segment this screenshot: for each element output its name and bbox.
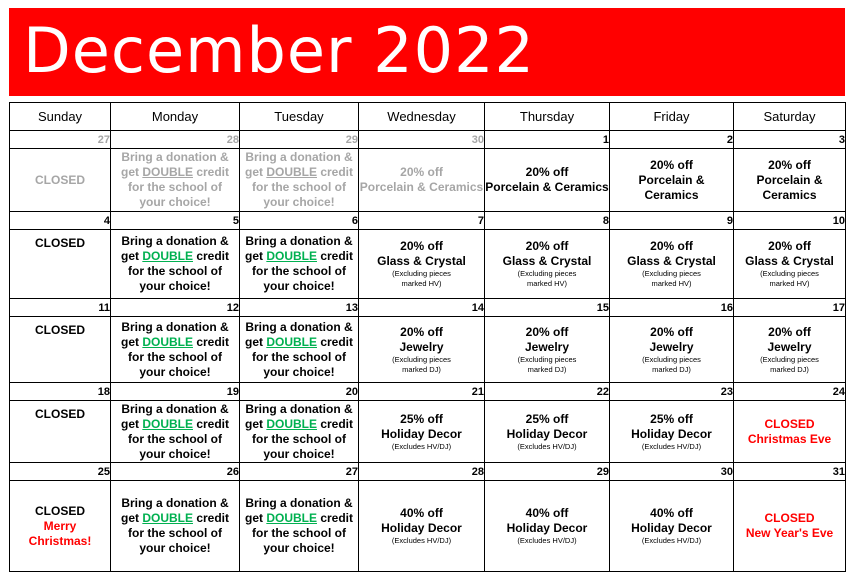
double-highlight: DOUBLE [266, 249, 317, 263]
donation-line: your choice! [139, 195, 211, 209]
sale-category: Ceramics [762, 187, 817, 202]
closed-label: CLOSED [34, 323, 85, 337]
donation-text: get [120, 511, 143, 525]
day-cell-donation [240, 317, 359, 383]
weekday-saturday: Saturday [734, 103, 846, 131]
donation-text: credit [317, 416, 354, 431]
donation-line: your choice! [263, 195, 335, 209]
donation-line: Bring a donation & [245, 319, 353, 334]
donation-line: Bring a donation & [245, 234, 353, 248]
sale-percent: 25% off [650, 411, 693, 426]
sale-percent: 20% off [650, 239, 693, 253]
donation-line: for the school of [128, 349, 222, 364]
sale-percent: 20% off [768, 239, 811, 253]
day-cell-donation [240, 230, 359, 299]
donation-text: get [244, 249, 267, 263]
date-number: 29 [240, 131, 359, 149]
week-3-content-row [10, 317, 846, 383]
week-5-date-row [10, 463, 846, 481]
donation-line [111, 249, 239, 264]
date-number: 17 [734, 299, 846, 317]
calendar-title: December 2022 [23, 14, 535, 87]
donation-line: Bring a donation & [121, 496, 229, 510]
date-number: 11 [10, 299, 111, 317]
sale-note: (Excluding pieces [642, 354, 701, 364]
weekday-friday: Friday [610, 103, 734, 131]
week-4-content-row [10, 401, 846, 463]
closed-label: CLOSED [34, 503, 85, 518]
donation-line: your choice! [139, 446, 211, 461]
double-highlight: DOUBLE [266, 165, 317, 179]
double-highlight: DOUBLE [142, 416, 193, 431]
day-cell-holiday-closed [734, 481, 846, 572]
holiday-label: Christmas Eve [747, 431, 832, 446]
date-number: 29 [485, 463, 610, 481]
donation-line: for the school of [252, 349, 346, 364]
sale-note: (Excludes HV/DJ) [517, 441, 577, 451]
day-cell-sale [359, 317, 485, 383]
week-5-content-row [10, 481, 846, 572]
date-number: 23 [610, 383, 734, 401]
donation-text: credit [317, 165, 354, 179]
date-number: 10 [734, 212, 846, 230]
donation-line [111, 417, 239, 432]
donation-line [240, 417, 358, 432]
sale-note: (Excluding pieces [760, 269, 819, 278]
double-highlight: DOUBLE [266, 511, 317, 525]
day-cell-closed [10, 317, 111, 383]
day-cell-closed [10, 401, 111, 463]
sale-note: (Excluding pieces [392, 354, 451, 364]
day-cell-sale [485, 317, 610, 383]
week-3-date-row [10, 299, 846, 317]
date-number: 14 [359, 299, 485, 317]
donation-text: credit [317, 511, 354, 525]
donation-line: your choice! [263, 279, 335, 293]
date-number: 18 [10, 383, 111, 401]
donation-text: get [244, 416, 267, 431]
date-number: 21 [359, 383, 485, 401]
closed-label: CLOSED [34, 407, 85, 421]
donation-text: get [244, 511, 267, 525]
weekday-sunday: Sunday [10, 103, 111, 131]
day-cell-holiday-closed [734, 401, 846, 463]
sale-note: marked HV) [526, 279, 567, 288]
day-cell-sale [734, 230, 846, 299]
donation-text: credit [317, 249, 354, 263]
sale-category: Glass & Crystal [745, 254, 834, 268]
sale-percent: 20% off [650, 324, 693, 339]
sale-category: Glass & Crystal [627, 254, 716, 268]
sale-category: Porcelain & [638, 172, 705, 187]
donation-line: Bring a donation & [121, 234, 229, 248]
donation-line: Bring a donation & [245, 150, 353, 164]
sale-note: (Excluding pieces [642, 269, 701, 278]
sale-category: Holiday Decor [631, 521, 712, 535]
date-number: 25 [10, 463, 111, 481]
date-number: 30 [610, 463, 734, 481]
donation-text: credit [317, 334, 354, 349]
sale-note: marked DJ) [402, 364, 441, 374]
day-cell-sale [359, 401, 485, 463]
day-cell-sale [734, 317, 846, 383]
date-number: 3 [734, 131, 846, 149]
sale-note: marked DJ) [652, 364, 691, 374]
date-number: 20 [240, 383, 359, 401]
sale-percent: 25% off [525, 411, 569, 426]
closed-label: CLOSED [34, 172, 85, 187]
week-1-date-row [10, 131, 846, 149]
sale-note: marked HV) [651, 279, 692, 288]
day-cell-donation [111, 481, 240, 572]
closed-label: CLOSED [34, 236, 85, 250]
donation-line [240, 511, 358, 526]
donation-line: for the school of [252, 264, 346, 278]
donation-line: Bring a donation & [121, 150, 229, 164]
day-cell-sale [610, 149, 734, 212]
date-number: 15 [485, 299, 610, 317]
sale-category: Porcelain & Ceramics [359, 180, 484, 194]
day-cell-closed [10, 230, 111, 299]
date-number: 22 [485, 383, 610, 401]
sale-category: Holiday Decor [506, 521, 588, 535]
donation-line: your choice! [139, 364, 211, 379]
double-highlight: DOUBLE [142, 334, 193, 349]
donation-line: your choice! [263, 364, 335, 379]
date-number: 5 [111, 212, 240, 230]
date-number: 30 [359, 131, 485, 149]
sale-percent: 20% off [525, 165, 569, 179]
sale-category: Jewelry [649, 339, 694, 354]
weekday-thursday: Thursday [485, 103, 610, 131]
sale-percent: 20% off [768, 157, 811, 172]
donation-text: get [244, 334, 267, 349]
day-cell-sale [359, 481, 485, 572]
weekday-wednesday: Wednesday [359, 103, 485, 131]
sale-category: Jewelry [399, 339, 444, 354]
date-number: 16 [610, 299, 734, 317]
donation-text: get [120, 249, 143, 263]
double-highlight: DOUBLE [142, 249, 193, 263]
double-highlight: DOUBLE [266, 416, 317, 431]
calendar-grid [9, 102, 846, 572]
donation-line: your choice! [263, 541, 335, 555]
donation-line: your choice! [139, 541, 211, 555]
day-cell-sale [359, 230, 485, 299]
sale-note: (Excluding pieces [517, 269, 577, 278]
donation-line: for the school of [128, 431, 222, 446]
day-cell-sale [610, 481, 734, 572]
date-number: 24 [734, 383, 846, 401]
sale-note: (Excludes HV/DJ) [391, 441, 452, 451]
donation-text: credit [193, 416, 230, 431]
date-number: 9 [610, 212, 734, 230]
date-number: 8 [485, 212, 610, 230]
date-number: 28 [359, 463, 485, 481]
donation-line: for the school of [252, 526, 346, 540]
sale-percent: 20% off [525, 239, 569, 253]
weekday-header-row [10, 103, 846, 131]
holiday-label: New Year's Eve [745, 526, 834, 540]
sale-percent: 20% off [400, 239, 443, 253]
day-cell-donation [111, 149, 240, 212]
donation-line: Bring a donation & [121, 401, 229, 416]
double-highlight: DOUBLE [142, 165, 193, 179]
donation-text: get [244, 165, 267, 179]
donation-line [111, 165, 239, 180]
sale-note: (Excludes HV/DJ) [517, 536, 577, 545]
sale-note: (Excluding pieces [392, 269, 451, 278]
donation-line: Bring a donation & [245, 496, 353, 510]
sale-category: Holiday Decor [381, 426, 462, 441]
donation-text: credit [193, 249, 230, 263]
sale-percent: 20% off [650, 157, 693, 172]
donation-line: for the school of [252, 180, 346, 194]
donation-line [111, 511, 239, 526]
sale-category: Holiday Decor [506, 426, 588, 441]
day-cell-closed [10, 149, 111, 212]
day-cell-sale [610, 230, 734, 299]
date-number: 1 [485, 131, 610, 149]
sale-note: (Excludes HV/DJ) [641, 536, 702, 545]
day-cell-sale [359, 149, 485, 212]
donation-line: your choice! [263, 446, 335, 461]
sale-category: Holiday Decor [381, 521, 462, 535]
sale-percent: 20% off [400, 165, 443, 179]
sale-note: (Excluding pieces [517, 354, 577, 364]
sale-note: (Excludes HV/DJ) [391, 536, 452, 545]
donation-line [240, 335, 358, 350]
week-2-date-row [10, 212, 846, 230]
date-number: 12 [111, 299, 240, 317]
donation-line [240, 249, 358, 264]
date-number: 6 [240, 212, 359, 230]
title-banner [9, 8, 845, 96]
day-cell-sale [610, 317, 734, 383]
donation-text: credit [193, 511, 230, 525]
week-4-date-row [10, 383, 846, 401]
day-cell-donation [240, 481, 359, 572]
donation-text: credit [193, 334, 230, 349]
donation-line: Bring a donation & [121, 319, 229, 334]
date-number: 27 [240, 463, 359, 481]
donation-line: for the school of [128, 264, 222, 278]
sale-note: marked DJ) [527, 364, 567, 374]
donation-text: get [120, 165, 143, 179]
sale-note: marked HV) [769, 279, 810, 288]
donation-line: for the school of [128, 180, 222, 194]
day-cell-donation [111, 317, 240, 383]
double-highlight: DOUBLE [266, 334, 317, 349]
sale-percent: 20% off [400, 324, 443, 339]
holiday-label: Merry [43, 518, 77, 533]
sale-percent: 40% off [400, 506, 443, 520]
sale-category: Porcelain & Ceramics [485, 180, 609, 194]
day-cell-sale [610, 401, 734, 463]
holiday-label: Christmas! [28, 533, 92, 548]
sale-note: (Excluding pieces [760, 354, 819, 364]
donation-text: get [120, 334, 143, 349]
sale-note: marked HV) [401, 279, 442, 288]
donation-line: for the school of [128, 526, 222, 540]
sale-category: Glass & Crystal [377, 254, 466, 268]
donation-line [240, 165, 358, 180]
sale-category: Jewelry [524, 339, 570, 354]
date-number: 2 [610, 131, 734, 149]
day-cell-sale [485, 230, 610, 299]
sale-percent: 25% off [400, 411, 443, 426]
date-number: 7 [359, 212, 485, 230]
sale-category: Holiday Decor [631, 426, 712, 441]
sale-percent: 40% off [650, 506, 693, 520]
date-number: 4 [10, 212, 111, 230]
closed-label: CLOSED [764, 416, 815, 431]
sale-category: Jewelry [767, 339, 812, 354]
day-cell-donation [111, 401, 240, 463]
donation-text: credit [193, 165, 230, 179]
sale-percent: 20% off [768, 324, 811, 339]
donation-text: get [120, 416, 143, 431]
closed-label: CLOSED [764, 511, 815, 525]
day-cell-donation [111, 230, 240, 299]
week-1-content-row [10, 149, 846, 212]
day-cell-holiday-closed [10, 481, 111, 572]
weekday-monday: Monday [111, 103, 240, 131]
sale-note: (Excludes HV/DJ) [641, 441, 702, 451]
donation-line: for the school of [252, 431, 346, 446]
sale-percent: 40% off [525, 506, 569, 520]
donation-line [111, 335, 239, 350]
donation-line: Bring a donation & [245, 401, 353, 416]
sale-category: Porcelain & [756, 172, 823, 187]
date-number: 27 [10, 131, 111, 149]
sale-category: Ceramics [644, 187, 699, 202]
sale-percent: 20% off [525, 324, 569, 339]
weekday-tuesday: Tuesday [240, 103, 359, 131]
double-highlight: DOUBLE [142, 511, 193, 525]
day-cell-sale [485, 149, 610, 212]
day-cell-sale [485, 481, 610, 572]
sale-category: Glass & Crystal [502, 254, 592, 268]
week-2-content-row [10, 230, 846, 299]
day-cell-donation [240, 401, 359, 463]
date-number: 28 [111, 131, 240, 149]
date-number: 19 [111, 383, 240, 401]
date-number: 31 [734, 463, 846, 481]
donation-line: your choice! [139, 279, 211, 293]
day-cell-donation [240, 149, 359, 212]
day-cell-sale [734, 149, 846, 212]
date-number: 13 [240, 299, 359, 317]
sale-note: marked DJ) [770, 364, 809, 374]
date-number: 26 [111, 463, 240, 481]
day-cell-sale [485, 401, 610, 463]
